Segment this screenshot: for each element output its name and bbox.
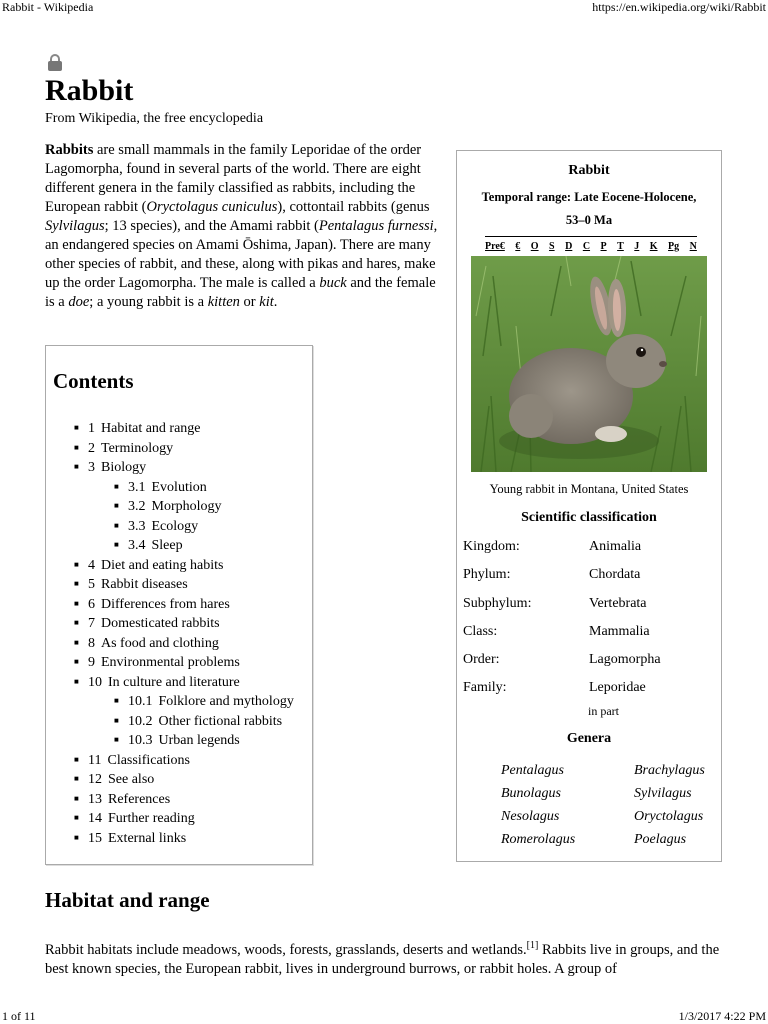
toc-item-number: 13	[88, 791, 102, 807]
temporal-range-value: 53–0 Ma	[565, 213, 613, 227]
intro-text: and the female is a	[45, 275, 436, 310]
intro-italic: Pentalagus furnessi	[318, 218, 434, 234]
classification-row	[463, 533, 715, 561]
toc-item[interactable]	[74, 828, 294, 848]
intro-text: are small mammals in the family Leporidae of the order Lagomorpha, found in several parts of the world. There are eight different genera in the family classified as rabbits, including the European rabbit (	[45, 142, 422, 215]
temporal-range-line[interactable]: Temporal range: Late Eocene-Holocene,	[481, 190, 697, 204]
classification-rank: Subphylum:	[463, 595, 532, 611]
classification-row	[463, 646, 715, 674]
geo-period-link[interactable]: N	[689, 241, 697, 252]
intro-italic: buck	[319, 275, 347, 291]
toc-item-number: 1	[88, 421, 95, 436]
toc-item-label: External links	[108, 830, 187, 846]
toc-item-label: Differences from hares	[101, 596, 230, 612]
toc-item-label: Evolution	[151, 479, 207, 495]
toc-item-label: Domesticated rabbits	[101, 616, 220, 631]
toc-item-label: Classifications	[107, 752, 190, 768]
intro-text: ; 13 species), and the Amami rabbit (	[104, 218, 319, 234]
toc-item-label: Biology	[101, 460, 147, 475]
intro-bold-term: Rabbits	[45, 142, 94, 158]
intro-text: ; a young rabbit is a	[89, 294, 208, 310]
toc-item[interactable]	[74, 594, 294, 614]
genus-link[interactable]: Romerolagus	[501, 832, 576, 847]
print-timestamp: 1/3/2017 4:22 PM	[678, 1009, 766, 1023]
classification-row	[463, 590, 715, 618]
intro-text: , an endangered species on Amami Ōshima, Japan). There are many other species of rabbit, and these, along with pikas and hares, make up the order Lagomorpha. The male is called a	[45, 218, 438, 291]
classification-value[interactable]: Vertebrata	[589, 595, 647, 611]
toc-item-label: Morphology	[151, 499, 222, 514]
toc-item-number: 10	[88, 674, 102, 690]
toc-item-number: 3	[88, 460, 95, 475]
classification-value[interactable]: Chordata	[589, 567, 641, 583]
toc-item[interactable]	[74, 516, 294, 536]
toc-item-label: In culture and literature	[108, 674, 240, 690]
toc-item[interactable]	[74, 418, 294, 438]
toc-item-label: As food and clothing	[101, 635, 219, 651]
classification-value[interactable]: Leporidae	[589, 680, 646, 696]
habitat-text: Rabbits live in groups, and the best known species, the European rabbit, lives in underground burrows, or rabbit holes. A group of	[45, 941, 720, 977]
toc-item-number: 10.2	[128, 713, 153, 729]
toc-item-number: 7	[88, 616, 95, 631]
in-part-note: in part	[588, 704, 619, 718]
genus-link[interactable]: Pentalagus	[501, 763, 564, 778]
geo-period-link[interactable]: Pg	[668, 241, 680, 252]
toc-item[interactable]	[74, 808, 294, 828]
scientific-classification-heading[interactable]: Scientific classification	[521, 510, 657, 525]
temporal-range	[457, 186, 721, 232]
classification-row	[463, 674, 715, 702]
geo-period-link[interactable]: J	[634, 241, 640, 252]
classification-rank: Family:	[463, 680, 507, 696]
toc-item[interactable]	[74, 789, 294, 809]
geo-period-link[interactable]: €	[515, 241, 521, 252]
toc-item-number: 3.1	[128, 479, 146, 495]
toc-item[interactable]	[74, 477, 294, 497]
toc-item[interactable]	[74, 711, 294, 731]
toc-item-label: References	[108, 791, 171, 807]
habitat-paragraph	[45, 936, 725, 979]
classification-value[interactable]: Mammalia	[589, 623, 650, 639]
intro-text: .	[273, 294, 278, 310]
reference-link[interactable]: [1]	[526, 940, 539, 951]
geo-period-link[interactable]: O	[530, 241, 539, 252]
page-subtitle: From Wikipedia, the free encyclopedia	[45, 111, 264, 126]
classification-rank: Class:	[463, 623, 498, 639]
lock-icon	[48, 54, 62, 72]
toc-item-number: 5	[88, 577, 95, 592]
geo-period-link[interactable]: S	[549, 241, 555, 252]
toc-item-label: Diet and eating habits	[101, 557, 224, 573]
toc-item-label: Further reading	[108, 811, 195, 826]
toc-item-number: 14	[88, 811, 102, 826]
infobox	[456, 150, 722, 862]
photo-caption: Young rabbit in Montana, United States	[489, 482, 689, 496]
toc-item[interactable]	[74, 457, 294, 477]
intro-italic: Oryctolagus cuniculus	[146, 199, 278, 215]
toc-item[interactable]	[74, 438, 294, 458]
toc-item-number: 4	[88, 557, 95, 573]
toc-item-number: 8	[88, 635, 95, 651]
toc-item[interactable]	[74, 769, 294, 789]
genus-link[interactable]: Oryctolagus	[634, 809, 704, 824]
toc-item[interactable]	[74, 691, 294, 711]
geo-period-link[interactable]: K	[649, 241, 658, 252]
toc-item[interactable]	[74, 535, 294, 555]
toc-item-number: 9	[88, 655, 95, 670]
toc-item-label: Urban legends	[158, 733, 240, 748]
print-page-number: 1 of 11	[2, 1009, 36, 1023]
classification-rank: Phylum:	[463, 567, 511, 583]
intro-italic: Sylvilagus	[45, 218, 105, 234]
classification-table	[463, 533, 715, 703]
genera-list	[501, 761, 721, 849]
toc-item-number: 3.2	[128, 499, 146, 514]
toc-item[interactable]	[74, 652, 294, 672]
toc-item-label: Environmental problems	[101, 655, 240, 670]
toc-item[interactable]	[74, 496, 294, 516]
genus-link[interactable]: Nesolagus	[501, 809, 560, 824]
geo-period-link[interactable]: Pre€	[485, 241, 505, 252]
toc-item[interactable]	[74, 555, 294, 575]
intro-italic: kit	[259, 294, 274, 310]
table-of-contents	[45, 345, 313, 865]
toc-item-number: 15	[88, 830, 102, 846]
classification-row	[463, 561, 715, 589]
toc-item[interactable]	[74, 633, 294, 653]
toc-item-label: Ecology	[151, 518, 199, 534]
geo-period-link[interactable]: D	[565, 241, 573, 252]
geo-period-link[interactable]: T	[617, 241, 624, 252]
toc-heading: Contents	[53, 369, 134, 393]
print-header-title: Rabbit - Wikipedia	[2, 0, 94, 14]
toc-item-number: 2	[88, 440, 95, 456]
rabbit-photo[interactable]	[471, 256, 707, 472]
classification-value[interactable]: Lagomorpha	[589, 652, 661, 668]
intro-italic: doe	[68, 294, 90, 310]
rabbit-photo-image	[471, 256, 707, 472]
genus-link[interactable]: Brachylagus	[634, 763, 705, 778]
print-header-url[interactable]: https://en.wikipedia.org/wiki/Rabbit	[592, 0, 766, 14]
intro-text: or	[239, 294, 260, 310]
toc-item[interactable]	[74, 574, 294, 594]
page-title: Rabbit	[45, 74, 134, 107]
toc-item[interactable]	[74, 672, 294, 692]
toc-item-number: 10.3	[128, 733, 153, 748]
toc-item[interactable]	[74, 730, 294, 750]
toc-item-number: 6	[88, 596, 95, 612]
toc-item-number: 11	[88, 752, 102, 768]
toc-list	[74, 418, 294, 847]
toc-item-label: Sleep	[151, 538, 183, 553]
genus-link[interactable]: Bunolagus	[501, 786, 561, 801]
toc-item-number: 3.4	[128, 538, 146, 553]
classification-rank: Kingdom:	[463, 539, 520, 554]
geologic-timescale	[485, 236, 697, 252]
toc-item-number: 12	[88, 772, 102, 787]
toc-item-label: See also	[108, 772, 155, 787]
classification-value[interactable]: Animalia	[589, 539, 642, 554]
toc-item[interactable]	[74, 613, 294, 633]
toc-item-label: Other fictional rabbits	[158, 713, 283, 729]
infobox-title: Rabbit	[568, 163, 610, 178]
geo-period-link[interactable]: P	[600, 241, 607, 252]
habitat-text: Rabbit habitats include meadows, woods, forests, grasslands, deserts and wetlands.	[45, 941, 527, 958]
classification-rank: Order:	[463, 652, 500, 668]
section-heading-habitat: Habitat and range	[45, 888, 210, 912]
toc-item-label: Rabbit diseases	[101, 577, 188, 592]
toc-item-number: 3.3	[128, 518, 146, 534]
toc-item-label: Folklore and mythology	[158, 694, 294, 709]
toc-item-label: Habitat and range	[101, 421, 201, 436]
geo-period-link[interactable]: C	[582, 241, 591, 252]
toc-item[interactable]	[74, 750, 294, 770]
intro-italic: kitten	[207, 294, 240, 310]
genera-heading: Genera	[566, 731, 612, 746]
intro-paragraph	[45, 141, 445, 312]
genus-link[interactable]: Poelagus	[634, 832, 687, 847]
genus-link[interactable]: Sylvilagus	[634, 786, 692, 801]
classification-row	[463, 618, 715, 646]
toc-item-label: Terminology	[101, 440, 174, 456]
toc-item-number: 10.1	[128, 694, 153, 709]
intro-text: ), cottontail rabbits (genus	[277, 199, 430, 215]
